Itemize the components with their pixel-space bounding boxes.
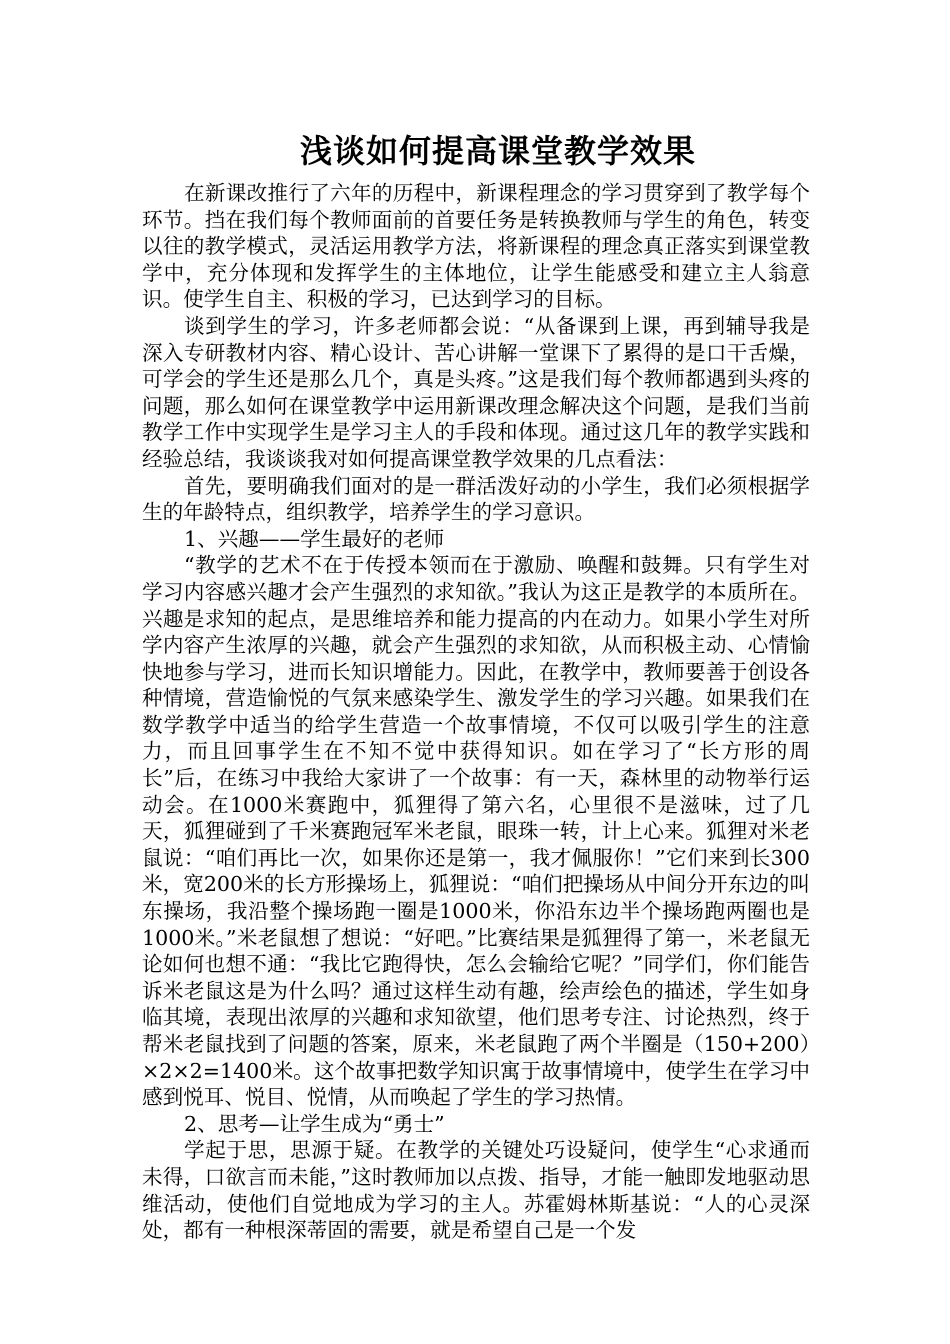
- document-page: [142, 128, 810, 1244]
- document-title: 浅谈如何提高课堂教学效果: [300, 132, 697, 170]
- body-paragraph: “教学的艺术不在于传授本领而在于激励、唤醒和鼓舞。只有学生对学习内容感兴趣才会产生强烈的求知欲。”我认为这正是教学的本质所在。兴趣是求知的起点，是思维培养和能力提高的内在动力。如果小学生对所学内容产生浓厚的兴趣，就会产生强烈的求知欲，从而积极主动、心情愉快地参与学习，进而长知识增能力。因此，在教学中，教师要善于创设各种情境，营造愉悦的气氛来感染学生、激发学生的学习兴趣。如果我们在数学教学中适当的给学生营造一个故事情境，不仅可以吸引学生的注意力，而且回事学生在不知不觉中获得知识。如在学习了“长方形的周长”后，在练习中我给大家讲了一个故事：有一天，森林里的动物举行运动会。在1000米赛跑中，狐狸得了第六名，心里很不是滋味，过了几天，狐狸碰到了千米赛跑冠军米老鼠，眼珠一转，计上心来。狐狸对米老鼠说：“咱们再比一次，如果你还是第一，我才佩服你！”它们来到长300米，宽200米的长方形操场上，狐狸说：“咱们把操场从中间分开东边的叫东操场，我沿整个操场跑一圈是1000米，你沿东边半个操场跑两圈也是1000米。”米老鼠想了想说：“好吧。”比赛结果是狐狸得了第一，米老鼠无论如何也想不通：“我比它跑得快，怎么会输给它呢？”同学们，你们能告诉米老鼠这是为什么吗？通过这样生动有趣，绘声绘色的描述，学生如身临其境，表现出浓厚的兴趣和求知欲望，他们思考专注、讨论热烈，终于帮米老鼠找到了问题的答案，原来，米老鼠跑了两个半圈是（150+200）×2×2=1400米。这个故事把数学知识寓于故事情境中，使学生在学习中感到悦耳、悦目、悦情，从而唤起了学生的学习热情。: [142, 553, 810, 1110]
- section-heading: 1、兴趣——学生最好的老师: [184, 526, 445, 551]
- body-paragraph: 在新课改推行了六年的历程中，新课程理念的学习贯穿到了教学每个环节。挡在我们每个教师面前的首要任务是转换教师与学生的角色，转变以往的教学模式，灵活运用教学方法，将新课程的理念真正落实到课堂教学中，充分体现和发挥学生的主体地位，让学生能感受和建立主人翁意识。使学生自主、积极的学习，已达到学习的目标。: [142, 181, 810, 312]
- document-body: [142, 180, 810, 1244]
- body-paragraph: 谈到学生的学习，许多老师都会说：“从备课到上课，再到辅导我是深入专研教材内容、精心设计、苦心讲解一堂课下了累得的是口干舌燥，可学会的学生还是那么几个，真是头疼。”这是我们每个教师都遇到头疼的问题，那么如何在课堂教学中运用新课改理念解决这个问题，是我们当前教学工作中实现学生是学习主人的手段和体现。通过这几年的教学实践和经验总结，我谈谈我对如何提高课堂教学效果的几点看法：: [142, 313, 810, 471]
- section-heading: 2、思考—让学生成为“勇士”: [184, 1111, 445, 1136]
- body-paragraph: 学起于思，思源于疑。在教学的关键处巧设疑问，使学生“心求通而未得，口欲言而未能，”这时教师加以点拨、指导，才能一触即发地驱动思维活动，使他们自觉地成为学习的主人。苏霍姆林斯基说：“人的心灵深处，都有一种根深蒂固的需要，就是希望自己是一个发: [142, 1138, 810, 1243]
- body-paragraph: 首先，要明确我们面对的是一群活泼好动的小学生，我们必须根据学生的年龄特点，组织教学，培养学生的学习意识。: [142, 473, 810, 525]
